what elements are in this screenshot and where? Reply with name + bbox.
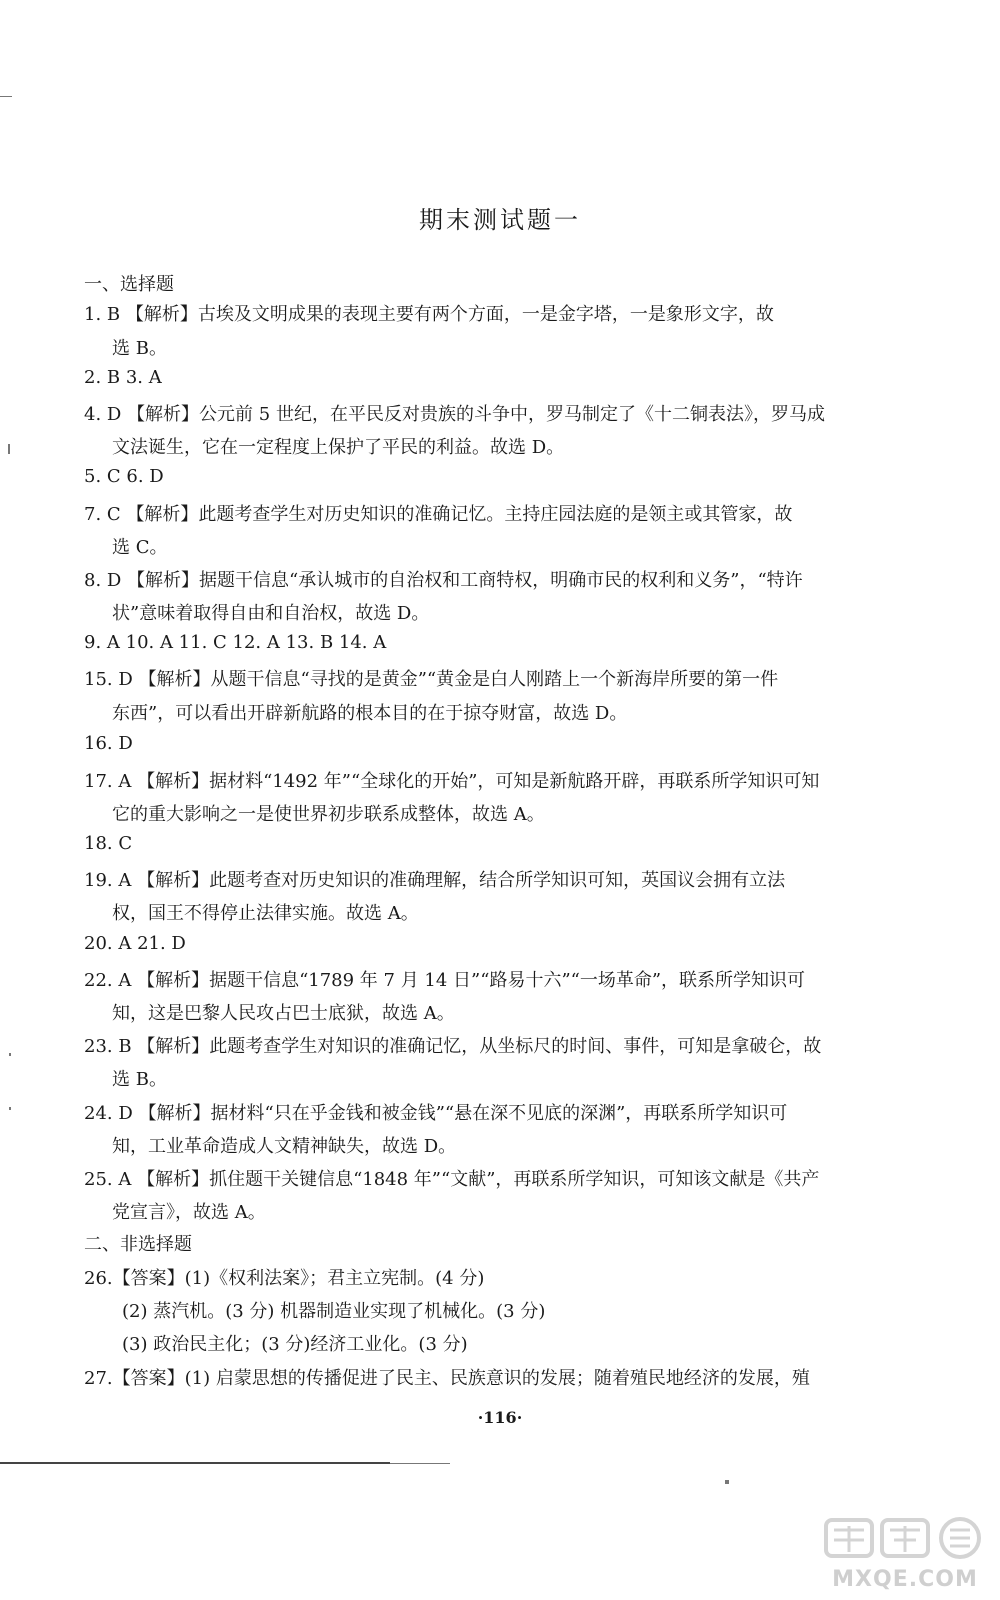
answer-line: 26.【答案】(1)《权利法案》；君主立宪制。(4 分): [84, 1268, 485, 1289]
answer-line: (3) 政治民主化；(3 分)经济工业化。(3 分): [122, 1334, 468, 1355]
scan-mark: [9, 1053, 11, 1056]
scan-edge-line: [390, 1463, 450, 1464]
answer-line: 知，工业革命造成人文精神缺失，故选 D。: [112, 1136, 457, 1157]
scan-edge-line: [0, 1462, 390, 1464]
answer-line: 选 C。: [112, 537, 168, 558]
scan-mark: [725, 1480, 729, 1484]
answer-line: 选 B。: [112, 1069, 167, 1090]
answer-line: 党宣言》，故选 A。: [112, 1202, 266, 1223]
answer-line: 19. A 【解析】此题考查对历史知识的准确理解，结合所学知识可知，英国议会拥有立法: [84, 870, 786, 891]
scan-mark: [8, 444, 10, 454]
answer-line: 17. A 【解析】据材料“1492 年”“全球化的开始”，可知是新航路开辟，再联系所学知识可知: [84, 771, 820, 792]
answer-line: 22. A 【解析】据题干信息“1789 年 7 月 14 日”“路易十六”“一场革命”，联系所学知识可: [84, 970, 806, 991]
watermark-logo: [820, 1514, 990, 1592]
answer-line: 选 B。: [112, 338, 167, 359]
page-title: 期末测试题一: [419, 206, 581, 234]
answer-line: 18. C: [84, 833, 133, 854]
answer-line: (2) 蒸汽机。(3 分) 机器制造业实现了机械化。(3 分): [122, 1301, 546, 1322]
page-number: ·116·: [477, 1408, 523, 1427]
scan-mark: [0, 96, 12, 97]
answer-line: 9. A 10. A 11. C 12. A 13. B 14. A: [84, 632, 387, 653]
answer-line: 东西”，可以看出开辟新航路的根本目的在于掠夺财富，故选 D。: [112, 703, 628, 724]
answer-line: 权，国王不得停止法律实施。故选 A。: [112, 903, 419, 924]
watermark-graphic: [820, 1514, 990, 1562]
answer-line: 23. B 【解析】此题考查学生对知识的准确记忆，从坐标尺的时间、事件，可知是拿破仑，故: [84, 1036, 822, 1057]
answer-line: 27.【答案】(1) 启蒙思想的传播促进了民主、民族意识的发展；随着殖民地经济的发展，殖: [84, 1368, 810, 1389]
answer-line: 知，这是巴黎人民攻占巴士底狱，故选 A。: [112, 1003, 455, 1024]
section-heading-choice: 一、选择题: [84, 274, 174, 295]
answer-line: 4. D 【解析】公元前 5 世纪，在平民反对贵族的斗争中，罗马制定了《十二铜表法》，罗马成: [84, 404, 825, 425]
section-heading-nonchoice: 二、非选择题: [84, 1234, 192, 1255]
watermark-text: MXQE.COM: [832, 1567, 978, 1592]
answer-line: 20. A 21. D: [84, 933, 186, 954]
answer-line: 8. D 【解析】据题干信息“承认城市的自治权和工商特权，明确市民的权利和义务”，“特许: [84, 570, 803, 591]
scan-mark: [9, 1107, 11, 1110]
answer-line: 它的重大影响之一是使世界初步联系成整体，故选 A。: [112, 804, 545, 825]
answer-line: 5. C 6. D: [84, 466, 164, 487]
answer-line: 1. B 【解析】古埃及文明成果的表现主要有两个方面，一是金字塔，一是象形文字，故: [84, 304, 774, 325]
answer-line: 状”意味着取得自由和自治权，故选 D。: [112, 603, 430, 624]
answer-line: 16. D: [84, 733, 133, 754]
answer-line: 2. B 3. A: [84, 367, 162, 388]
answer-line: 文法诞生，它在一定程度上保护了平民的利益。故选 D。: [112, 437, 565, 458]
answer-line: 25. A 【解析】抓住题干关键信息“1848 年”“文献”，再联系所学知识，可知该文献是《共产: [84, 1169, 820, 1190]
answer-line: 15. D 【解析】从题干信息“寻找的是黄金”“黄金是白人刚踏上一个新海岸所要的第一件: [84, 669, 779, 690]
answer-line: 7. C 【解析】此题考查学生对历史知识的准确记忆。主持庄园法庭的是领主或其管家，故: [84, 504, 793, 525]
answer-line: 24. D 【解析】据材料“只在乎金钱和被金钱”“悬在深不见底的深渊”，再联系所学知识可: [84, 1103, 788, 1124]
